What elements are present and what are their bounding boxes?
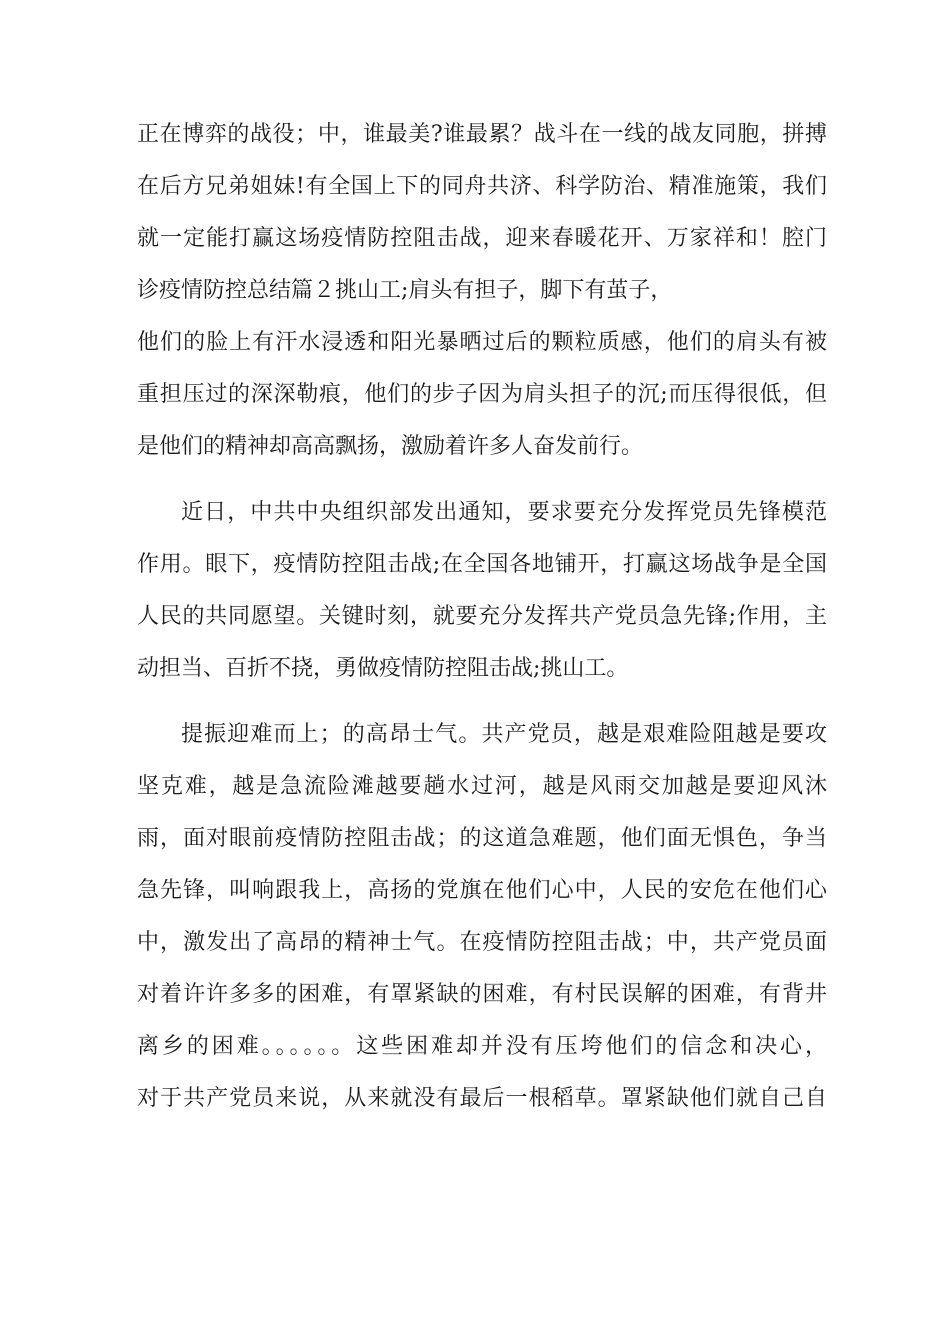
text-line: 雨，面对眼前疫情防控阻击战；的这道急难题，他们面无惧色，争当 bbox=[137, 826, 827, 851]
text-line: 中，激发出了高昂的精神士气。在疫情防控阻击战；中，共产党员面 bbox=[137, 930, 827, 955]
text-line: 是他们的精神却高高飘扬，激励着许多人奋发前行。 bbox=[137, 434, 644, 459]
text-line: 对着许许多多的困难，有罩紧缺的困难，有村民误解的困难，有背井 bbox=[137, 982, 827, 1007]
text-line: 在后方兄弟姐妹!有全国上下的同舟共济、科学防治、精准施策，我们 bbox=[137, 174, 827, 199]
text-line: 提振迎难而上；的高昂士气。共产党员，越是艰难险阻越是要攻 bbox=[181, 722, 827, 747]
text-line: 近日，中共中央组织部发出通知，要求要充分发挥党员先锋模范 bbox=[181, 500, 827, 525]
text-line: 就一定能打赢这场疫情防控阻击战，迎来春暖花开、万家祥和！腔门 bbox=[137, 226, 827, 251]
text-line: 人民的共同愿望。关键时刻，就要充分发挥共产党员急先锋;作用，主 bbox=[137, 604, 827, 629]
text-line: 坚克难，越是急流险滩越要趟水过河，越是风雨交加越是要迎风沐 bbox=[137, 774, 827, 799]
text-line: 急先锋，叫响跟我上，高扬的党旗在他们心中，人民的安危在他们心 bbox=[137, 878, 827, 903]
text-line: 重担压过的深深勒痕，他们的步子因为肩头担子的沉;而压得很低，但 bbox=[137, 382, 827, 407]
text-line: 正在博弈的战役；中，谁最美?谁最累？战斗在一线的战友同胞，拼搏 bbox=[137, 122, 827, 147]
text-line: 动担当、百折不挠，勇做疫情防控阻击战;挑山工。 bbox=[137, 656, 629, 681]
text-line: 他们的脸上有汗水浸透和阳光暴晒过后的颗粒质感，他们的肩头有被 bbox=[137, 330, 827, 355]
text-line: 对于共产党员来说，从来就没有最后一根稻草。罩紧缺他们就自己自 bbox=[137, 1086, 827, 1111]
text-line: 离乡的困难。。。。。。这些困难却并没有压垮他们的信念和决心， bbox=[137, 1034, 827, 1059]
text-line: 作用。眼下，疫情防控阻击战;在全国各地铺开，打赢这场战争是全国 bbox=[137, 552, 827, 577]
text-line: 诊疫情防控总结篇２挑山工;肩头有担子，脚下有茧子， bbox=[137, 278, 673, 303]
